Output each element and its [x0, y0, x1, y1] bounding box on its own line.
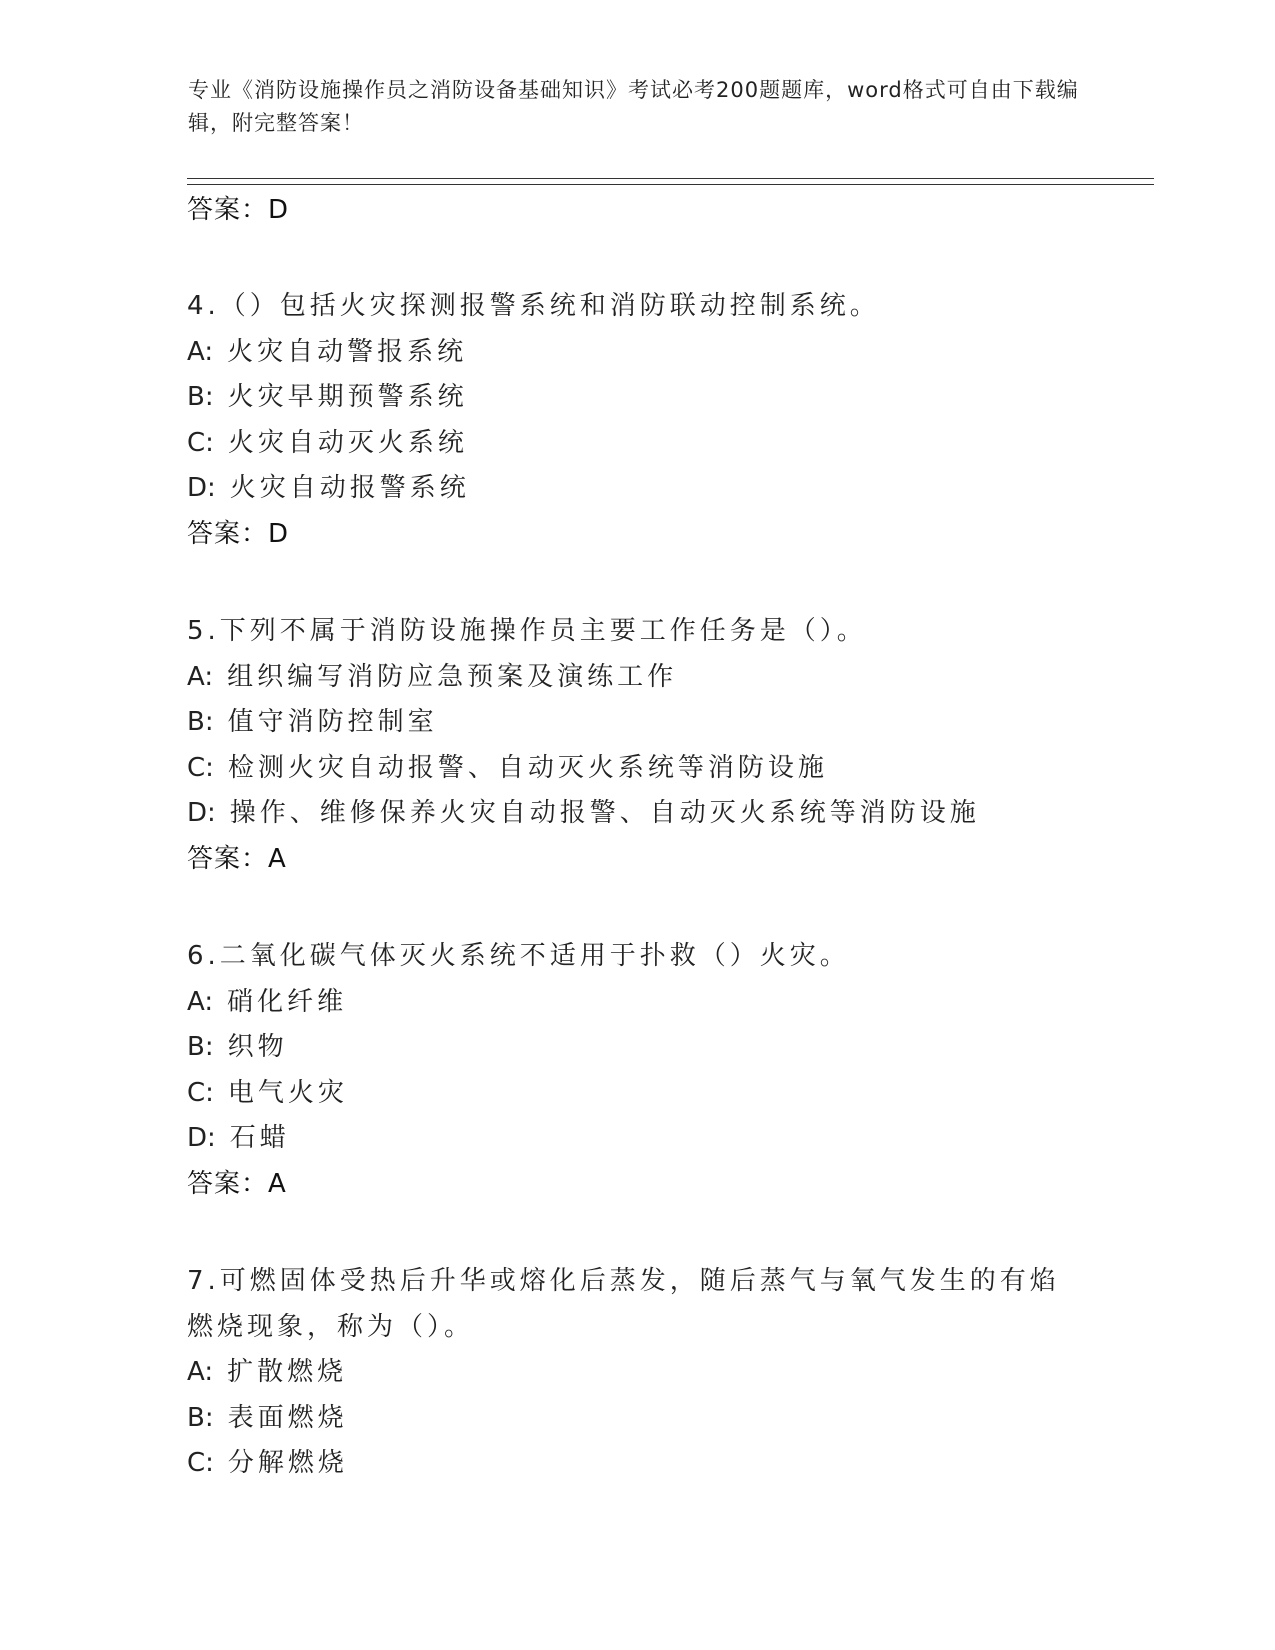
answer-option: [187, 655, 1087, 701]
answer-option: [187, 330, 1087, 376]
answer-option: [187, 791, 1087, 837]
question-block: [187, 284, 1087, 557]
option-letter: A:: [187, 986, 214, 1017]
option-letter: A:: [187, 661, 214, 692]
previous-question-answer: 答案：D: [187, 195, 290, 225]
question-stem: 4.（）包括火灾探测报警系统和消防联动控制系统。: [187, 291, 880, 321]
option-letter: C:: [187, 427, 214, 458]
answer-option: [187, 1350, 1087, 1396]
option-letter: B:: [187, 1402, 214, 1433]
answer-option: [187, 746, 1087, 792]
answer-option: [187, 421, 1087, 467]
option-text: 火灾自动警报系统: [227, 336, 468, 367]
option-text: 织物: [227, 1032, 288, 1062]
option-letter: A:: [187, 336, 214, 367]
option-text: 分解燃烧: [227, 1448, 348, 1478]
option-text: 表面燃烧: [227, 1402, 348, 1433]
answer-option: [187, 980, 1087, 1026]
option-letter: D:: [187, 798, 216, 828]
question-list: [187, 284, 1087, 1539]
answer-option: [187, 466, 1087, 512]
answer-option: [187, 1025, 1087, 1071]
option-letter: C:: [187, 1448, 214, 1478]
option-text: 电气火灾: [227, 1077, 348, 1108]
option-text: 石蜡: [229, 1123, 290, 1153]
answer-option: [187, 1116, 1087, 1162]
question-answer: 答案：D: [187, 518, 290, 549]
option-letter: B:: [187, 382, 214, 412]
answer-option: [187, 1396, 1087, 1442]
answer-option: [187, 1441, 1087, 1487]
option-letter: D:: [187, 473, 216, 503]
option-letter: B:: [187, 707, 214, 737]
header-divider-bottom: [187, 184, 1154, 185]
option-text: 硝化纤维: [227, 986, 348, 1017]
option-text: 火灾自动报警系统: [229, 473, 470, 503]
question-answer: 答案：A: [187, 1168, 287, 1199]
answer-option: [187, 700, 1087, 746]
answer-option: [187, 1071, 1087, 1117]
question-answer: 答案：A: [187, 843, 287, 874]
option-text: 组织编写消防应急预案及演练工作: [227, 661, 678, 692]
answer-option: [187, 375, 1087, 421]
question-stem: 7.可燃固体受热后升华或熔化后蒸发，随后蒸气与氧气发生的有焰燃烧现象，称为（）。: [187, 1266, 1060, 1342]
option-letter: C:: [187, 1077, 214, 1108]
option-letter: B:: [187, 1032, 214, 1062]
option-text: 火灾自动灭火系统: [227, 427, 468, 458]
question-block: [187, 1259, 1087, 1487]
option-text: 扩散燃烧: [227, 1357, 348, 1387]
question-stem: 6.二氧化碳气体灭火系统不适用于扑救（）火灾。: [187, 941, 850, 971]
question-stem: 5.下列不属于消防设施操作员主要工作任务是（）。: [187, 616, 867, 646]
option-text: 火灾早期预警系统: [227, 382, 468, 412]
question-block: [187, 609, 1087, 882]
header-divider-top: [187, 178, 1154, 179]
option-letter: C:: [187, 752, 214, 783]
option-text: 值守消防控制室: [227, 707, 438, 737]
document-header: 专业《消防设施操作员之消防设备基础知识》考试必考200题题库，word格式可自由下载编辑，附完整答案！: [188, 78, 1079, 135]
question-block: [187, 934, 1087, 1207]
option-letter: D:: [187, 1123, 216, 1153]
option-letter: A:: [187, 1357, 214, 1387]
option-text: 操作、维修保养火灾自动报警、自动灭火系统等消防设施: [229, 798, 980, 828]
option-text: 检测火灾自动报警、自动灭火系统等消防设施: [227, 752, 828, 783]
